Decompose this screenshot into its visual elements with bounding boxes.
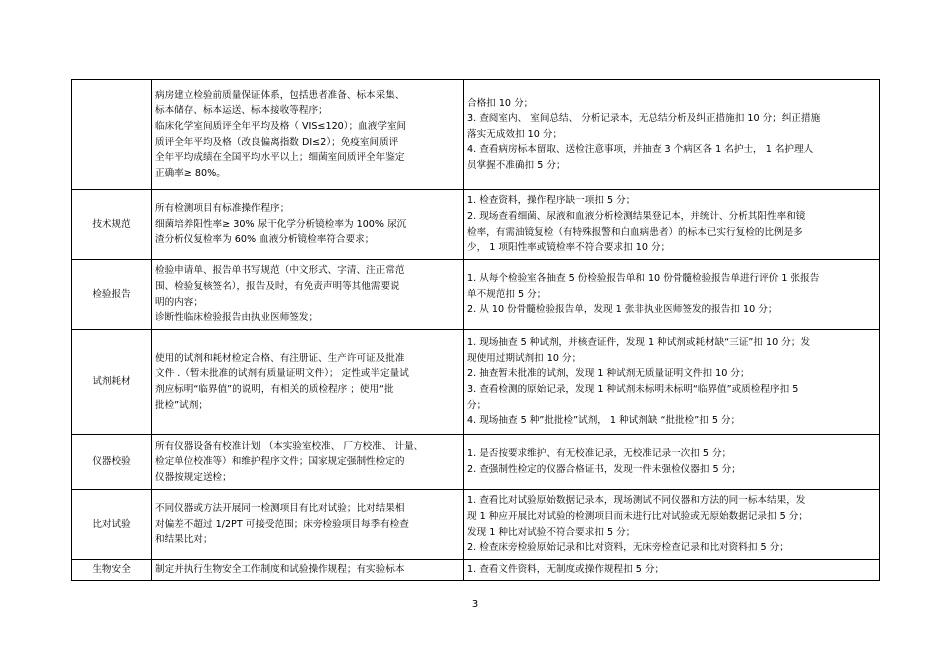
requirement-cell bbox=[152, 435, 464, 490]
scoring-line: 1. 从每个检验室各抽查 5 份检验报告单和 10 份骨髓检验报告单进行评价 1 张报告 bbox=[467, 273, 820, 285]
scoring-line: 1. 查看比对试验原始数据记录本，现场测试不同仪器和方法的同一标本结果，发 bbox=[467, 495, 806, 507]
scoring-line: 分； bbox=[467, 399, 487, 411]
table-row bbox=[72, 560, 880, 581]
requirement-line: 使用的试剂和耗材检定合格、有注册证、生产许可证及批准 bbox=[155, 352, 405, 364]
requirement-line: 剂应标明“临界值”的说明，有相关的质检程序 ；使用“批 bbox=[155, 384, 394, 395]
scoring-line: 4. 查看病房标本留取、送检注意事项，并抽查 3 个病区各 1 名护士， 1 名护理人 bbox=[467, 144, 814, 156]
requirement-line: 围、检验复核签名），报告及时，有免责声明等其他需要说 bbox=[155, 280, 400, 292]
inspection-standards-table bbox=[71, 79, 880, 581]
requirement-line: 制定并执行生物安全工作制度和试验操作规程；有实验标本 bbox=[155, 564, 405, 575]
requirement-line: 检验申请单、报告单书写规范（中文形式、字清、注正常范 bbox=[155, 265, 405, 277]
scoring-line: 检率，有需油镜复检（有特殊报警和白血病患者）的标本已实行复检的比例是多 bbox=[467, 226, 803, 238]
requirement-cell bbox=[152, 260, 464, 330]
requirement-line: 渣分析仪复检率为 60% 血液分析镜检率符合要求； bbox=[155, 234, 375, 246]
scoring-line: 3. 查阅室内、 室间总结、 分析记录本，无总结分析及纠正措施扣 10 分；纠正措施 bbox=[467, 113, 821, 125]
scoring-cell bbox=[464, 80, 880, 190]
requirement-line: 质评全年平均及格（改良偏离指数 DI≤2）；免疫室间质评 bbox=[155, 136, 399, 148]
table-row bbox=[72, 490, 880, 560]
requirement-line: 诊断性临床检验报告由执业医师签发； bbox=[155, 312, 319, 324]
category-cell: 检验报告 bbox=[72, 260, 152, 330]
scoring-cell bbox=[464, 490, 880, 560]
requirement-line: 不同仪器或方法开展同一检测项目有比对试验；比对结果相 bbox=[155, 503, 405, 515]
scoring-line: 现 1 种应开展比对试验的检测项目而未进行比对试验或无原始数据记录扣 5 分； bbox=[467, 510, 808, 522]
scoring-line: 少， 1 项阳性率或镜检率不符合要求扣 10 分； bbox=[467, 242, 671, 254]
category-cell: 仪器校验 bbox=[72, 435, 152, 490]
category-cell: 技术规范 bbox=[72, 190, 152, 260]
table-row bbox=[72, 190, 880, 260]
scoring-line: 2. 检查床旁检验原始记录和比对资料，无床旁检查记录和比对资料扣 5 分； bbox=[467, 542, 789, 554]
requirement-line: 批检”试剂； bbox=[155, 399, 208, 411]
category-cell: 生物安全 bbox=[72, 560, 152, 581]
page-number: 3 bbox=[471, 599, 479, 610]
scoring-line: 2. 现场查看细菌、尿液和血液分析检测结果登记本，并统计、分析其阳性率和镜 bbox=[467, 210, 806, 222]
requirement-line: 所有检测项目有标准操作程序； bbox=[155, 203, 290, 215]
scoring-line: 发现 1 种比对试验不符合要求扣 5 分； bbox=[467, 526, 636, 538]
scoring-line: 4. 现场抽查 5 种”批批检”试剂， 1 种试剂缺 “批批检”扣 5 分； bbox=[467, 415, 741, 427]
requirement-line: 和结果比对； bbox=[155, 534, 213, 546]
scoring-line: 落实无成效扣 10 分； bbox=[467, 128, 563, 140]
scoring-cell bbox=[464, 190, 880, 260]
table-row bbox=[72, 80, 880, 190]
scoring-line: 2. 抽查暂未批准的试剂，发现 1 种试剂无质量证明文件扣 10 分； bbox=[467, 368, 750, 380]
scoring-line: 2. 从 10 份骨髓检验报告单，发现 1 张非执业医师签发的报告扣 10 分； bbox=[467, 304, 778, 316]
requirement-cell bbox=[152, 80, 464, 190]
scoring-line: 1. 查看文件资料，无制度或操作规程扣 5 分； bbox=[467, 564, 665, 575]
category-cell bbox=[72, 80, 152, 190]
scoring-line: 单不规范扣 5 分； bbox=[467, 288, 547, 300]
requirement-line: 细菌培养阳性率≥ 30% 尿干化学分析镜检率为 100% 尿沉 bbox=[155, 218, 407, 230]
scoring-line: 1. 检查资料，操作程序缺一项扣 5 分； bbox=[467, 195, 636, 207]
requirement-line: 明的内容； bbox=[155, 296, 203, 308]
table-row bbox=[72, 260, 880, 330]
requirement-line: 病房建立检验前质量保证体系，包括患者准备、标本采集、 bbox=[155, 89, 405, 101]
scoring-line: 3. 查看检测的原始记录，发现 1 种试剂未标明未标明“临界值”或质检程序扣 5 bbox=[467, 384, 799, 395]
scoring-cell bbox=[464, 435, 880, 490]
requirement-line: 文件 .（暂未批准的试剂有质量证明文件）； 定性或半定量试 bbox=[155, 368, 409, 380]
requirement-cell bbox=[152, 330, 464, 435]
requirement-cell bbox=[152, 560, 464, 581]
requirement-line: 对偏差不超过 1/2PT 可接受范围；床旁检验项目每季有检查 bbox=[155, 518, 409, 530]
category-cell: 比对试验 bbox=[72, 490, 152, 560]
requirement-line: 临床化学室间质评全年平均及格（ VIS≤120）；血液学室间 bbox=[155, 120, 407, 132]
category-cell: 试剂耗材 bbox=[72, 330, 152, 435]
scoring-line: 员掌握不准确扣 5 分； bbox=[467, 159, 566, 171]
table-row bbox=[72, 435, 880, 490]
requirement-line: 正确率≥ 80%。 bbox=[155, 167, 226, 179]
scoring-line: 合格扣 10 分； bbox=[467, 97, 534, 109]
requirement-line: 检定单位校准等）和维护程序文件；国家规定强制性检定的 bbox=[155, 456, 405, 468]
requirement-cell bbox=[152, 490, 464, 560]
requirement-line: 全年平均成绩在全国平均水平以上；细菌室间质评全年鉴定 bbox=[155, 152, 405, 164]
scoring-line: 1. 是否按要求维护、有无校准记录，无校准记录一次扣 5 分； bbox=[467, 448, 732, 460]
requirement-line: 标本储存、标本运送、标本接收等程序； bbox=[155, 105, 328, 117]
requirement-line: 所有仪器设备有校准计划 （本实验室校准、 厂方校准、 计量、 bbox=[155, 440, 424, 452]
scoring-line: 1. 现场抽查 5 种试剂，并核查证件，发现 1 种试剂或耗材缺“三证”扣 10 分；发 bbox=[467, 337, 811, 349]
scoring-line: 现使用过期试剂扣 10 分； bbox=[467, 352, 582, 364]
scoring-cell bbox=[464, 260, 880, 330]
scoring-line: 2. 查强制性检定的仪器合格证书，发现一件未强检仪器扣 5 分； bbox=[467, 464, 741, 475]
scoring-cell bbox=[464, 330, 880, 435]
table-row bbox=[72, 330, 880, 435]
requirement-line: 仪器按规定送检； bbox=[155, 471, 232, 483]
scoring-cell bbox=[464, 560, 880, 581]
requirement-cell bbox=[152, 190, 464, 260]
